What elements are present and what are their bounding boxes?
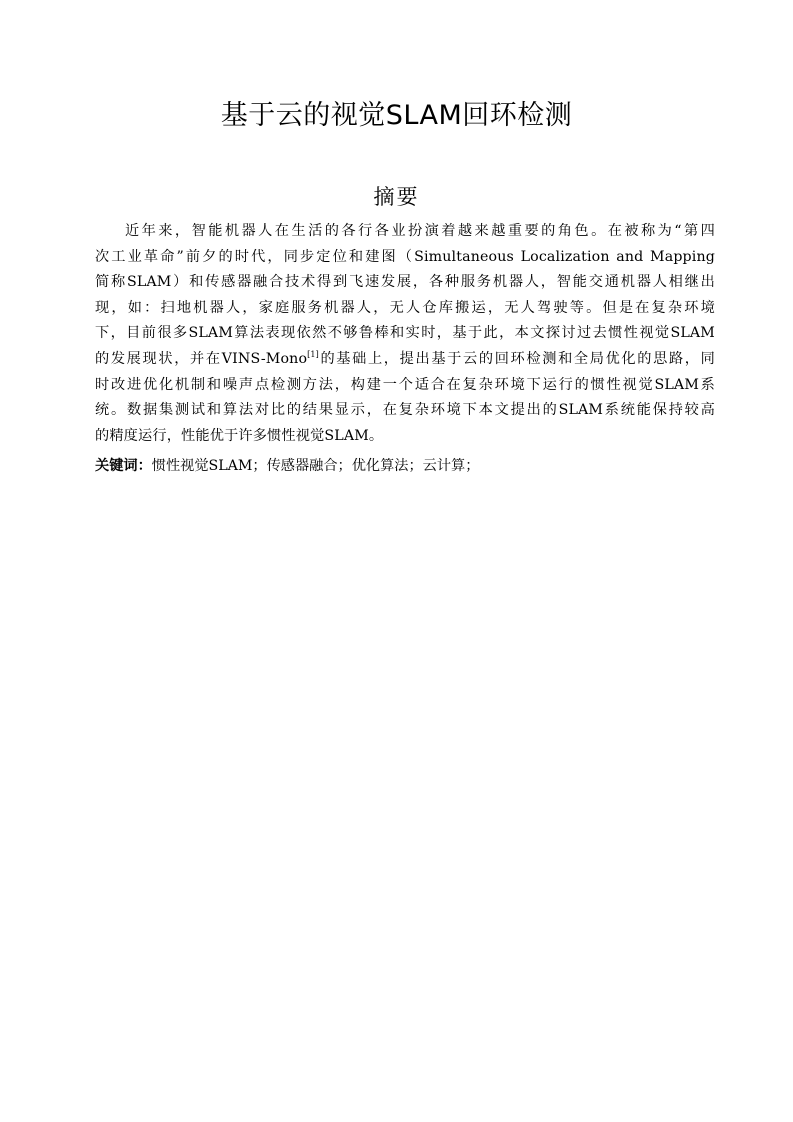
abstract-line: 简称SLAM）和传感器融合技术得到飞速发展，各种服务机器人，智能交通机器人相继出	[95, 274, 715, 291]
abstract-line: 的精度运行，性能优于许多惯性视觉SLAM。	[95, 427, 384, 444]
abstract-line-text: 的发展现状，并在VINS-Mono	[95, 350, 308, 367]
keywords	[95, 454, 715, 479]
abstract-line: 下，目前很多SLAM算法表现依然不够鲁棒和实时，基于此，本文探讨过去惯性视觉SLAM	[95, 325, 715, 342]
abstract-line-with-citation	[95, 347, 715, 373]
abstract-line: 统。数据集测试和算法对比的结果显示，在复杂环境下本文提出的SLAM系统能保持较高	[95, 402, 715, 419]
keywords-label: 关键词：	[95, 458, 152, 474]
citation-ref: [1]	[307, 349, 319, 359]
paper-title: 基于云的视觉SLAM回环检测	[220, 100, 573, 131]
abstract-line-text: 的基础上，提出基于云的回环检测和全局优化的思路，同	[318, 350, 715, 367]
abstract-line: 次工业革命”前夕的时代，同步定位和建图（Simultaneous Localization and Mapping	[95, 248, 715, 265]
abstract-line: 现，如：扫地机器人，家庭服务机器人，无人仓库搬运，无人驾驶等。但是在复杂环境	[95, 299, 715, 316]
abstract-line: 时改进优化机制和噪声点检测方法，构建一个适合在复杂环境下运行的惯性视觉SLAM系	[95, 376, 715, 393]
abstract-line: 近年来，智能机器人在生活的各行各业扮演着越来越重要的角色。在被称为“第四	[125, 223, 715, 239]
abstract-heading: 摘要	[373, 185, 420, 209]
abstract-body	[95, 219, 715, 449]
keywords-text: 惯性视觉SLAM；传感器融合；优化算法；云计算；	[151, 458, 480, 474]
